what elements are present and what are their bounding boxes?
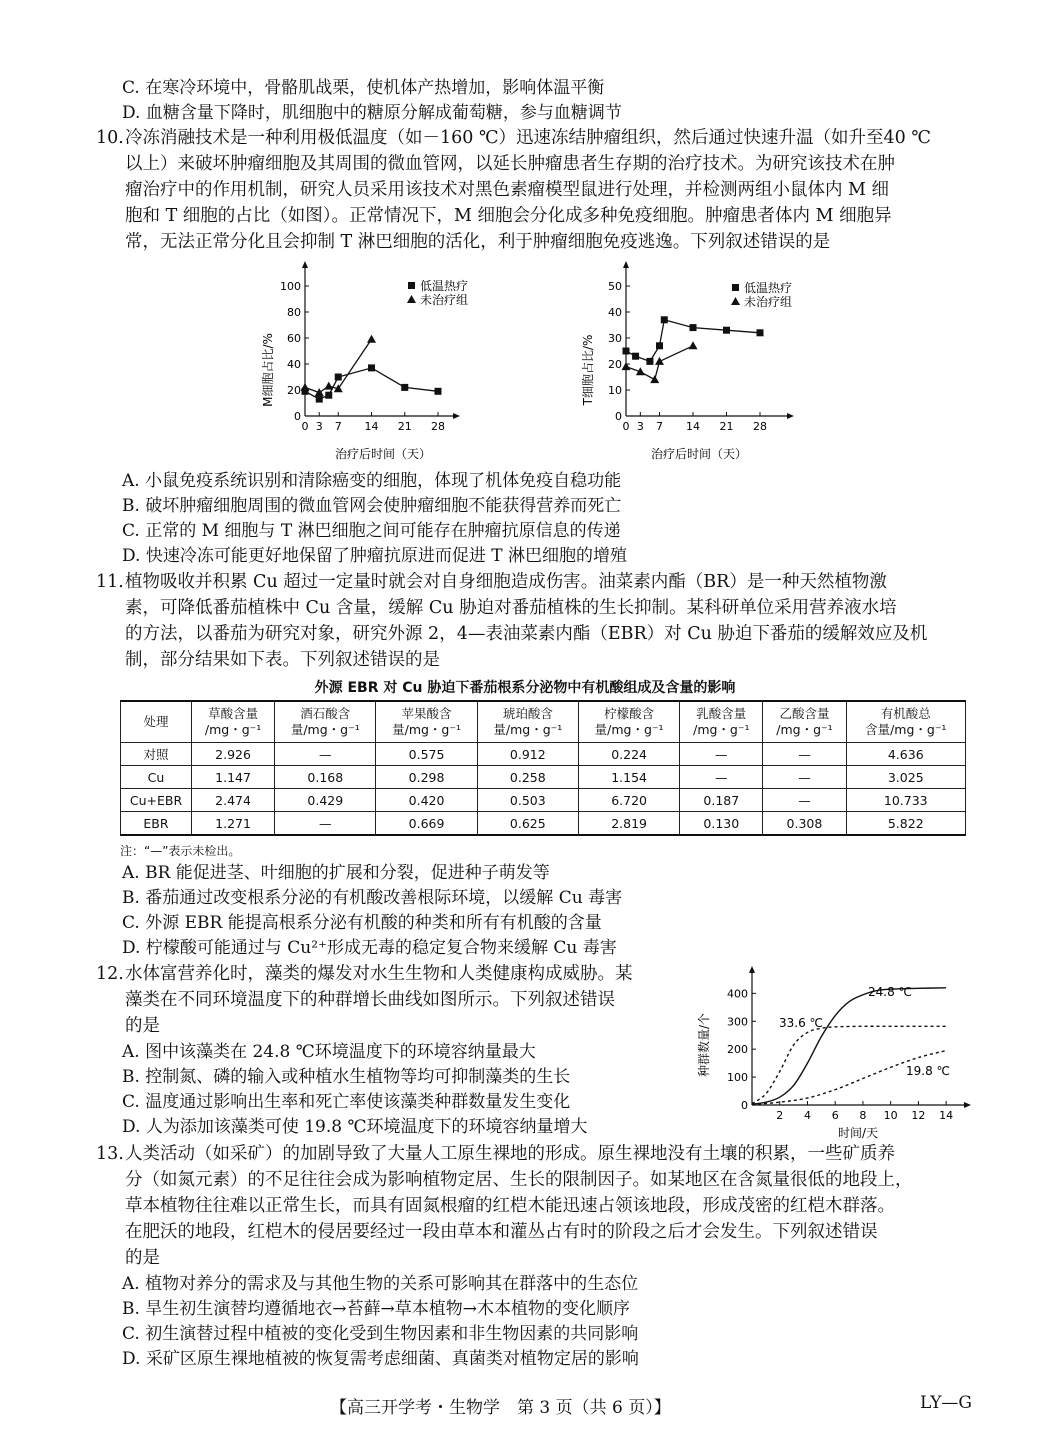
q12-stem-line: 藻类在不同环境温度下的种群增长曲线如图所示。下列叙述错误 bbox=[125, 990, 615, 1010]
table-header-cell: 酒石酸含 量/mg・g⁻¹ bbox=[275, 701, 376, 743]
table-cell: 对照 bbox=[121, 743, 192, 766]
y-tick-label: 200 bbox=[727, 1043, 748, 1057]
y-tick-label: 10 bbox=[608, 384, 622, 397]
table-cell: 1.147 bbox=[192, 766, 275, 789]
table-cell: Cu bbox=[121, 766, 192, 789]
data-point-square bbox=[656, 342, 663, 349]
data-point-square bbox=[632, 353, 639, 360]
q10-stem-line: 以上）来破坏肿瘤细胞及其周围的微血管网，以延长肿瘤患者生存期的治疗技术。为研究该技术在肿 bbox=[125, 154, 895, 174]
q12-number: 12. bbox=[96, 964, 124, 984]
data-point-square bbox=[316, 396, 323, 403]
paper-code: LY—G bbox=[920, 1393, 973, 1413]
x-tick-label: 0 bbox=[301, 420, 309, 433]
q13-option-c: C. 初生演替过程中植被的变化受到生物因素和非生物因素的共同影响 bbox=[122, 1324, 639, 1344]
t-chart-xlabel: 治疗后时间（天） bbox=[650, 447, 748, 461]
table-cell: 2.926 bbox=[192, 743, 275, 766]
t-chart-legend bbox=[731, 280, 792, 309]
y-tick-label: 20 bbox=[608, 358, 622, 371]
x-tick-label: 8 bbox=[859, 1109, 867, 1122]
x-tick-label: 28 bbox=[431, 420, 445, 433]
data-point-triangle bbox=[367, 335, 376, 343]
x-axis-arrow bbox=[787, 413, 794, 419]
table-header-row bbox=[121, 701, 966, 743]
table-cell: 2.474 bbox=[192, 789, 275, 812]
x-axis-arrow bbox=[453, 413, 460, 419]
data-point-square bbox=[435, 388, 442, 395]
table-cell: 3.025 bbox=[846, 766, 965, 789]
q10-option-c: C. 正常的 M 细胞与 T 淋巴细胞之间可能存在肿瘤抗原信息的传递 bbox=[122, 521, 621, 541]
y-tick-label: 100 bbox=[280, 280, 301, 293]
table-header-cell: 琥珀酸含 量/mg・g⁻¹ bbox=[477, 701, 578, 743]
population-growth-chart bbox=[690, 965, 980, 1145]
y-axis-arrow bbox=[623, 261, 629, 268]
legend-square-marker bbox=[408, 282, 415, 289]
q12-stem-line: 的是 bbox=[125, 1016, 160, 1036]
y-axis-arrow bbox=[302, 261, 308, 268]
q10-stem-line: 瘤治疗中的作用机制，研究人员采用该技术对黑色素瘤模型鼠进行处理，并检测两组小鼠体内 M 细 bbox=[125, 180, 890, 200]
x-tick-label: 28 bbox=[753, 420, 767, 433]
y-axis-arrow bbox=[749, 966, 755, 973]
m-chart-xlabel: 治疗后时间（天） bbox=[334, 447, 432, 461]
table-cell: 0.258 bbox=[477, 766, 578, 789]
y-tick-label: 300 bbox=[727, 1015, 748, 1029]
series-label-33.6: 33.6 ℃ bbox=[779, 1016, 824, 1030]
table-cell: 0.912 bbox=[477, 743, 578, 766]
table-cell: EBR bbox=[121, 812, 192, 836]
q11-option-b: B. 番茄通过改变根系分泌的有机酸改善根际环境，以缓解 Cu 毒害 bbox=[122, 888, 623, 908]
x-tick-label: 21 bbox=[719, 420, 734, 433]
table-cell: 0.308 bbox=[763, 812, 846, 836]
table-cell: — bbox=[763, 743, 846, 766]
table-title: 外源 EBR 对 Cu 胁迫下番茄根系分泌物中有机酸组成及含量的影响 bbox=[314, 680, 736, 696]
pop-chart-xlabel: 时间/天 bbox=[837, 1126, 879, 1140]
table-row bbox=[121, 766, 966, 789]
data-point-triangle bbox=[622, 362, 631, 370]
table-cell: 1.154 bbox=[578, 766, 679, 789]
q10-number: 10. bbox=[96, 128, 124, 148]
data-point-square bbox=[401, 384, 408, 391]
q13-option-d: D. 采矿区原生裸地植被的恢复需考虑细菌、真菌类对植物定居的影响 bbox=[122, 1349, 639, 1369]
table-row bbox=[121, 789, 966, 812]
q11-stem-line: 制，部分结果如下表。下列叙述错误的是 bbox=[125, 650, 440, 670]
q13-option-b: B. 旱生初生演替均遵循地衣→苔藓→草本植物→木本植物的变化顺序 bbox=[122, 1299, 631, 1319]
table-cell: 0.503 bbox=[477, 789, 578, 812]
table-cell: 0.224 bbox=[578, 743, 679, 766]
legend-label: 未治疗组 bbox=[744, 295, 793, 309]
table-header-cell: 乙酸含量 /mg・g⁻¹ bbox=[763, 701, 846, 743]
y-tick-label: 80 bbox=[287, 306, 301, 319]
x-tick-label: 6 bbox=[831, 1109, 839, 1122]
q11-number: 11. bbox=[96, 572, 124, 592]
q13-stem-line: 分（如氮元素）的不足往往会成为影响植物定居、生长的限制因子。如某地区在含氮量很低的地段上， bbox=[125, 1170, 913, 1190]
x-tick-label: 3 bbox=[636, 420, 644, 433]
legend-label: 低温热疗 bbox=[744, 281, 793, 295]
legend-square-marker bbox=[732, 284, 739, 291]
q9-option-c: C. 在寒冷环境中，骨骼肌战栗，使机体产热增加，影响体温平衡 bbox=[122, 78, 605, 98]
table-header-cell: 柠檬酸含 量/mg・g⁻¹ bbox=[578, 701, 679, 743]
data-point-square bbox=[757, 329, 764, 336]
y-tick-label: 50 bbox=[608, 280, 622, 293]
x-tick-label: 0 bbox=[622, 420, 630, 433]
q10-option-a: A. 小鼠免疫系统识别和清除癌变的细胞，体现了机体免疫自稳功能 bbox=[122, 471, 622, 491]
x-tick-label: 4 bbox=[803, 1109, 811, 1122]
q12-option-d: D. 人为添加该藻类可使 19.8 ℃环境温度下的环境容纳量增大 bbox=[122, 1117, 588, 1137]
x-tick-label: 3 bbox=[315, 420, 323, 433]
table-note: 注：“—”表示未检出。 bbox=[120, 844, 241, 858]
x-tick-label: 14 bbox=[364, 420, 379, 433]
y-tick-label: 400 bbox=[727, 987, 748, 1001]
legend-label: 低温热疗 bbox=[420, 279, 469, 293]
q13-stem-line: 草本植物往往难以正常生长，而具有固氮根瘤的红桤木能迅速占领该地段，形成茂密的红桤木群落。 bbox=[125, 1196, 895, 1216]
x-tick-label: 14 bbox=[939, 1109, 954, 1122]
data-point-square bbox=[623, 348, 630, 355]
y-tick-label: 0 bbox=[294, 410, 301, 423]
table-cell: — bbox=[680, 766, 763, 789]
table-cell: 5.822 bbox=[846, 812, 965, 836]
table-cell: — bbox=[763, 766, 846, 789]
data-point-triangle bbox=[301, 383, 310, 391]
data-point-triangle bbox=[655, 357, 664, 365]
m-chart-legend bbox=[407, 278, 468, 307]
x-tick-label: 7 bbox=[334, 420, 342, 433]
data-point-square bbox=[335, 374, 342, 381]
series-line bbox=[305, 368, 438, 399]
table-cell: Cu+EBR bbox=[121, 789, 192, 812]
x-tick-label: 21 bbox=[397, 420, 412, 433]
table-cell: 0.130 bbox=[680, 812, 763, 836]
data-point-square bbox=[661, 316, 668, 323]
table-header-cell: 乳酸含量 /mg・g⁻¹ bbox=[680, 701, 763, 743]
series-label-19.8: 19.8 ℃ bbox=[906, 1064, 951, 1078]
q12-option-a: A. 图中该藻类在 24.8 ℃环境温度下的环境容纳量最大 bbox=[122, 1042, 536, 1062]
table-cell: 6.720 bbox=[578, 789, 679, 812]
q10-option-d: D. 快速冷冻可能更好地保留了肿瘤抗原进而促进 T 淋巴细胞的增殖 bbox=[122, 546, 627, 566]
q13-stem-line: 的是 bbox=[125, 1248, 160, 1268]
table-cell: 2.819 bbox=[578, 812, 679, 836]
q11-option-a: A. BR 能促进茎、叶细胞的扩展和分裂，促进种子萌发等 bbox=[122, 863, 550, 883]
q13-stem-line: 在肥沃的地段，红桤木的侵居要经过一段由草本和灌丛占有时的阶段之后才会发生。下列叙述错误 bbox=[125, 1222, 878, 1242]
q10-stem-line: 冷冻消融技术是一种利用极低温度（如－160 ℃）迅速冻结肿瘤组织，然后通过快速升温（如升至40 ℃ bbox=[125, 128, 931, 148]
y-tick-label: 30 bbox=[608, 332, 622, 345]
table-cell: 1.271 bbox=[192, 812, 275, 836]
table-cell: 0.429 bbox=[275, 789, 376, 812]
table-cell: — bbox=[680, 743, 763, 766]
table-cell: 0.625 bbox=[477, 812, 578, 836]
q13-number: 13. bbox=[96, 1144, 124, 1164]
q11-stem-line: 的方法，以番茄为研究对象，研究外源 2，4—表油菜素内酯（EBR）对 Cu 胁迫下番茄的缓解效应及机 bbox=[125, 624, 928, 644]
table-header-cell: 草酸含量 /mg・g⁻¹ bbox=[192, 701, 275, 743]
data-point-square bbox=[723, 327, 730, 334]
table-cell: — bbox=[275, 743, 376, 766]
x-axis-arrow bbox=[964, 1102, 971, 1108]
q11-option-c: C. 外源 EBR 能提高根系分泌有机酸的种类和所有有机酸的含量 bbox=[122, 913, 602, 933]
q10-option-b: B. 破坏肿瘤细胞周围的微血管网会使肿瘤细胞不能获得营养而死亡 bbox=[122, 496, 622, 516]
x-tick-label: 12 bbox=[911, 1109, 926, 1122]
data-point-triangle bbox=[689, 341, 698, 349]
table-cell: 0.168 bbox=[275, 766, 376, 789]
data-point-triangle bbox=[324, 382, 333, 390]
table-cell: 0.298 bbox=[376, 766, 477, 789]
table-cell: 10.733 bbox=[846, 789, 965, 812]
table-header-cell: 处理 bbox=[121, 701, 192, 743]
x-tick-label: 14 bbox=[686, 420, 700, 433]
data-point-square bbox=[690, 324, 697, 331]
y-tick-label: 20 bbox=[287, 384, 301, 397]
table-row bbox=[121, 812, 966, 836]
q12-stem-line: 水体富营养化时，藻类的爆发对水生生物和人类健康构成威胁。某 bbox=[125, 964, 633, 984]
q11-stem-line: 素，可降低番茄植株中 Cu 含量，缓解 Cu 胁迫对番茄植株的生长抑制。某科研单位采用营养液水培 bbox=[125, 598, 897, 618]
table-header-cell: 苹果酸含 量/mg・g⁻¹ bbox=[376, 701, 477, 743]
table-cell: 0.575 bbox=[376, 743, 477, 766]
m-chart-ylabel: M细胞占比/% bbox=[261, 333, 275, 407]
q13-option-a: A. 植物对养分的需求及与其他生物的关系可影响其在群落中的生态位 bbox=[122, 1274, 639, 1294]
q10-stem-line: 常，无法正常分化且会抑制 T 淋巴细胞的活化，利于肿瘤细胞免疫逃逸。下列叙述错误的是 bbox=[125, 232, 831, 252]
data-point-square bbox=[646, 358, 653, 365]
series-line bbox=[752, 988, 946, 1104]
table-cell: — bbox=[763, 789, 846, 812]
legend-triangle-marker bbox=[731, 297, 740, 305]
table-cell: 0.669 bbox=[376, 812, 477, 836]
table-cell: — bbox=[275, 812, 376, 836]
pop-chart-ylabel: 种群数量/个 bbox=[697, 1012, 711, 1078]
q9-option-d: D. 血糖含量下降时，肌细胞中的糖原分解成葡萄糖，参与血糖调节 bbox=[122, 103, 622, 123]
t-chart-ylabel: T细胞占比/% bbox=[581, 334, 595, 406]
page-footer: 【高三开学考・生物学 第 3 页（共 6 页）】 bbox=[330, 1398, 671, 1418]
q11-option-d: D. 柠檬酸可能通过与 Cu²⁺形成无毒的稳定复合物来缓解 Cu 毒害 bbox=[122, 938, 617, 958]
table-header-cell: 有机酸总 含量/mg・g⁻¹ bbox=[846, 701, 965, 743]
legend-label: 未治疗组 bbox=[420, 293, 469, 307]
y-tick-label: 100 bbox=[727, 1071, 748, 1085]
y-tick-label: 0 bbox=[741, 1099, 748, 1112]
x-tick-label: 7 bbox=[656, 420, 663, 433]
x-tick-label: 2 bbox=[776, 1109, 784, 1122]
data-point-square bbox=[368, 364, 375, 371]
data-point-square bbox=[325, 392, 332, 399]
y-tick-label: 60 bbox=[287, 332, 301, 345]
data-point-triangle bbox=[650, 375, 659, 383]
table-cell: 0.187 bbox=[680, 789, 763, 812]
table-cell: 0.420 bbox=[376, 789, 477, 812]
series-label-24.8: 24.8 ℃ bbox=[868, 985, 913, 999]
q12-option-c: C. 温度通过影响出生率和死亡率使该藻类种群数量发生变化 bbox=[122, 1092, 571, 1112]
y-tick-label: 0 bbox=[615, 410, 622, 423]
q12-option-b: B. 控制氮、磷的输入或种植水生植物等均可抑制藻类的生长 bbox=[122, 1067, 571, 1087]
y-tick-label: 40 bbox=[608, 306, 622, 319]
q10-stem-line: 胞和 T 细胞的占比（如图）。正常情况下，M 细胞会分化成多种免疫细胞。肿瘤患者体内 M 细胞异 bbox=[125, 206, 892, 226]
m-cell-chart bbox=[250, 258, 550, 470]
y-tick-label: 40 bbox=[287, 358, 301, 371]
legend-triangle-marker bbox=[407, 295, 416, 303]
t-cell-chart bbox=[574, 258, 874, 470]
organic-acid-table bbox=[120, 700, 966, 836]
x-tick-label: 10 bbox=[883, 1109, 898, 1122]
q13-stem-line: 人类活动（如采矿）的加剧导致了大量人工原生裸地的形成。原生裸地没有土壤的积累，一些矿质养 bbox=[125, 1144, 895, 1164]
table-row bbox=[121, 743, 966, 766]
q11-stem-line: 植物吸收并积累 Cu 超过一定量时就会对自身细胞造成伤害。油菜素内酯（BR）是一种天然植物激 bbox=[125, 572, 887, 592]
table-cell: 4.636 bbox=[846, 743, 965, 766]
